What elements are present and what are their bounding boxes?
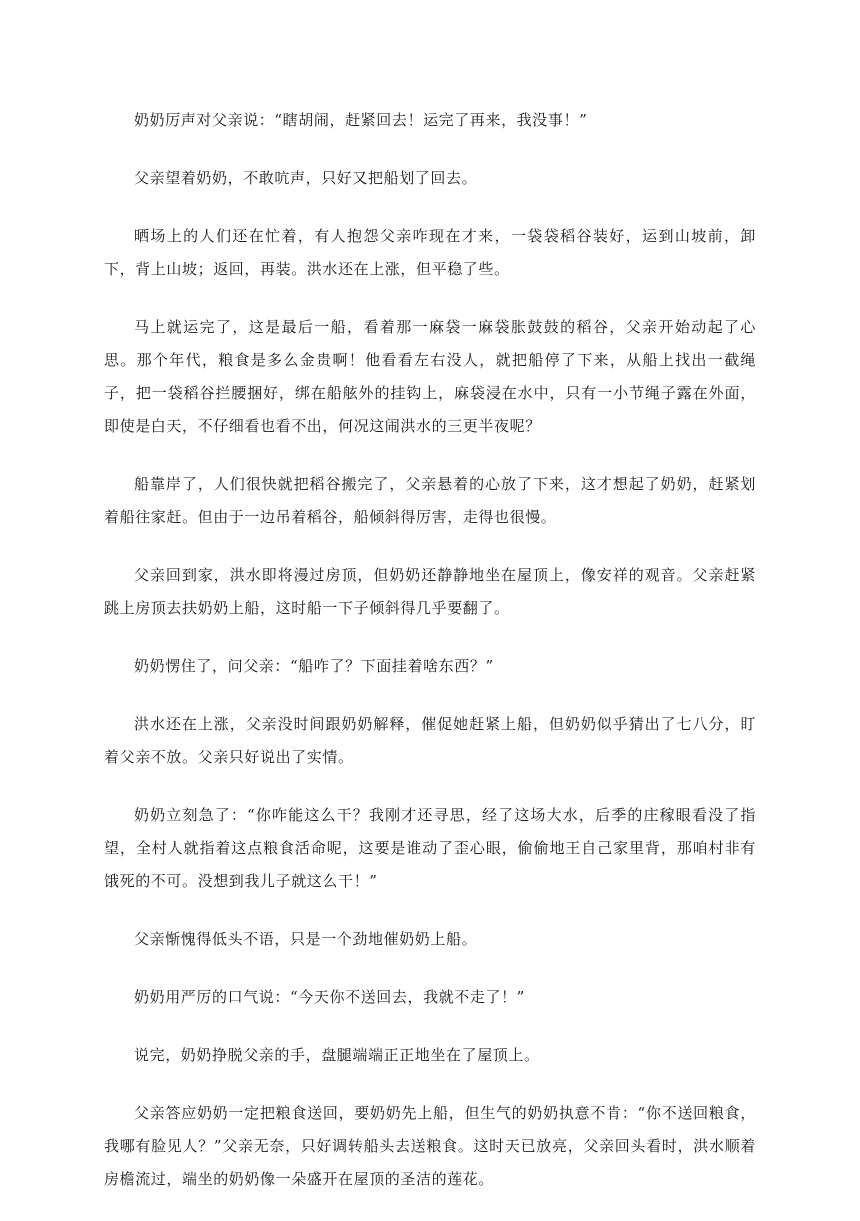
paragraph: 奶奶厉声对父亲说：“瞎胡闹，赶紧回去！运完了再来，我没事！” xyxy=(134,111,588,129)
paragraph: 奶奶立刻急了：“你咋能这么干？我刚才还寻思，经了这场大水，后季的庄稼眼看没了指望，全村人就指着这点粮食活命呢，这要是谁动了歪心眼，偷偷地王自己家里背，那咱村非有饿死的不可。没想到我儿子就这么干！” xyxy=(104,806,756,890)
paragraph: 奶奶用严厉的口气说：“今天你不送回去，我就不走了！” xyxy=(134,988,525,1006)
paragraph: 父亲望着奶奶，不敢吭声，只好又把船划了回去。 xyxy=(134,169,478,187)
paragraph: 奶奶愣住了，问父亲：“船咋了？下面挂着啥东西？” xyxy=(134,657,494,675)
document-page xyxy=(104,104,756,1221)
paragraph: 洪水还在上涨，父亲没时间跟奶奶解释，催促她赶紧上船，但奶奶似乎猜出了七八分，盯着父亲不放。父亲只好说出了实情。 xyxy=(104,715,756,766)
paragraph: 晒场上的人们还在忙着，有人抱怨父亲咋现在才来，一袋袋稻谷装好，运到山坡前，卸下，背上山坡；返回，再装。洪水还在上涨，但平稳了些。 xyxy=(104,227,756,278)
paragraph: 马上就运完了，这是最后一船，看着那一麻袋一麻袋胀鼓鼓的稻谷，父亲开始动起了心思。那个年代，粮食是多么金贵啊！他看看左右没人，就把船停了下来，从船上找出一截绳子，把一袋稻谷拦腰捆好，绑在船舷外的挂钩上，麻袋浸在水中，只有一小节绳子露在外面，即使是白天，不仔细看也看不出，何况这闹洪水的三更半夜呢？ xyxy=(104,318,756,435)
paragraph: 父亲答应奶奶一定把粮食送回，要奶奶先上船，但生气的奶奶执意不肯：“你不送回粮食，我哪有脸见人？”父亲无奈，只好调转船头去送粮食。这时天已放亮，父亲回头看时，洪水顺着房檐流过，端坐的奶奶像一朵盛开在屋顶的圣洁的莲花。 xyxy=(104,1104,756,1188)
paragraph: 船靠岸了，人们很快就把稻谷搬完了，父亲悬着的心放了下来，这才想起了奶奶，赶紧划着船往家赶。但由于一边吊着稻谷，船倾斜得厉害，走得也很慢。 xyxy=(104,475,756,526)
paragraph: 说完，奶奶挣脱父亲的手，盘腿端端正正地坐在了屋顶上。 xyxy=(134,1046,540,1064)
paragraph: 父亲惭愧得低头不语，只是一个劲地催奶奶上船。 xyxy=(134,930,478,948)
paragraph: 父亲回到家，洪水即将漫过房顶，但奶奶还静静地坐在屋顶上，像安祥的观音。父亲赶紧跳上房顶去扶奶奶上船，这时船一下子倾斜得几乎要翻了。 xyxy=(104,566,756,617)
